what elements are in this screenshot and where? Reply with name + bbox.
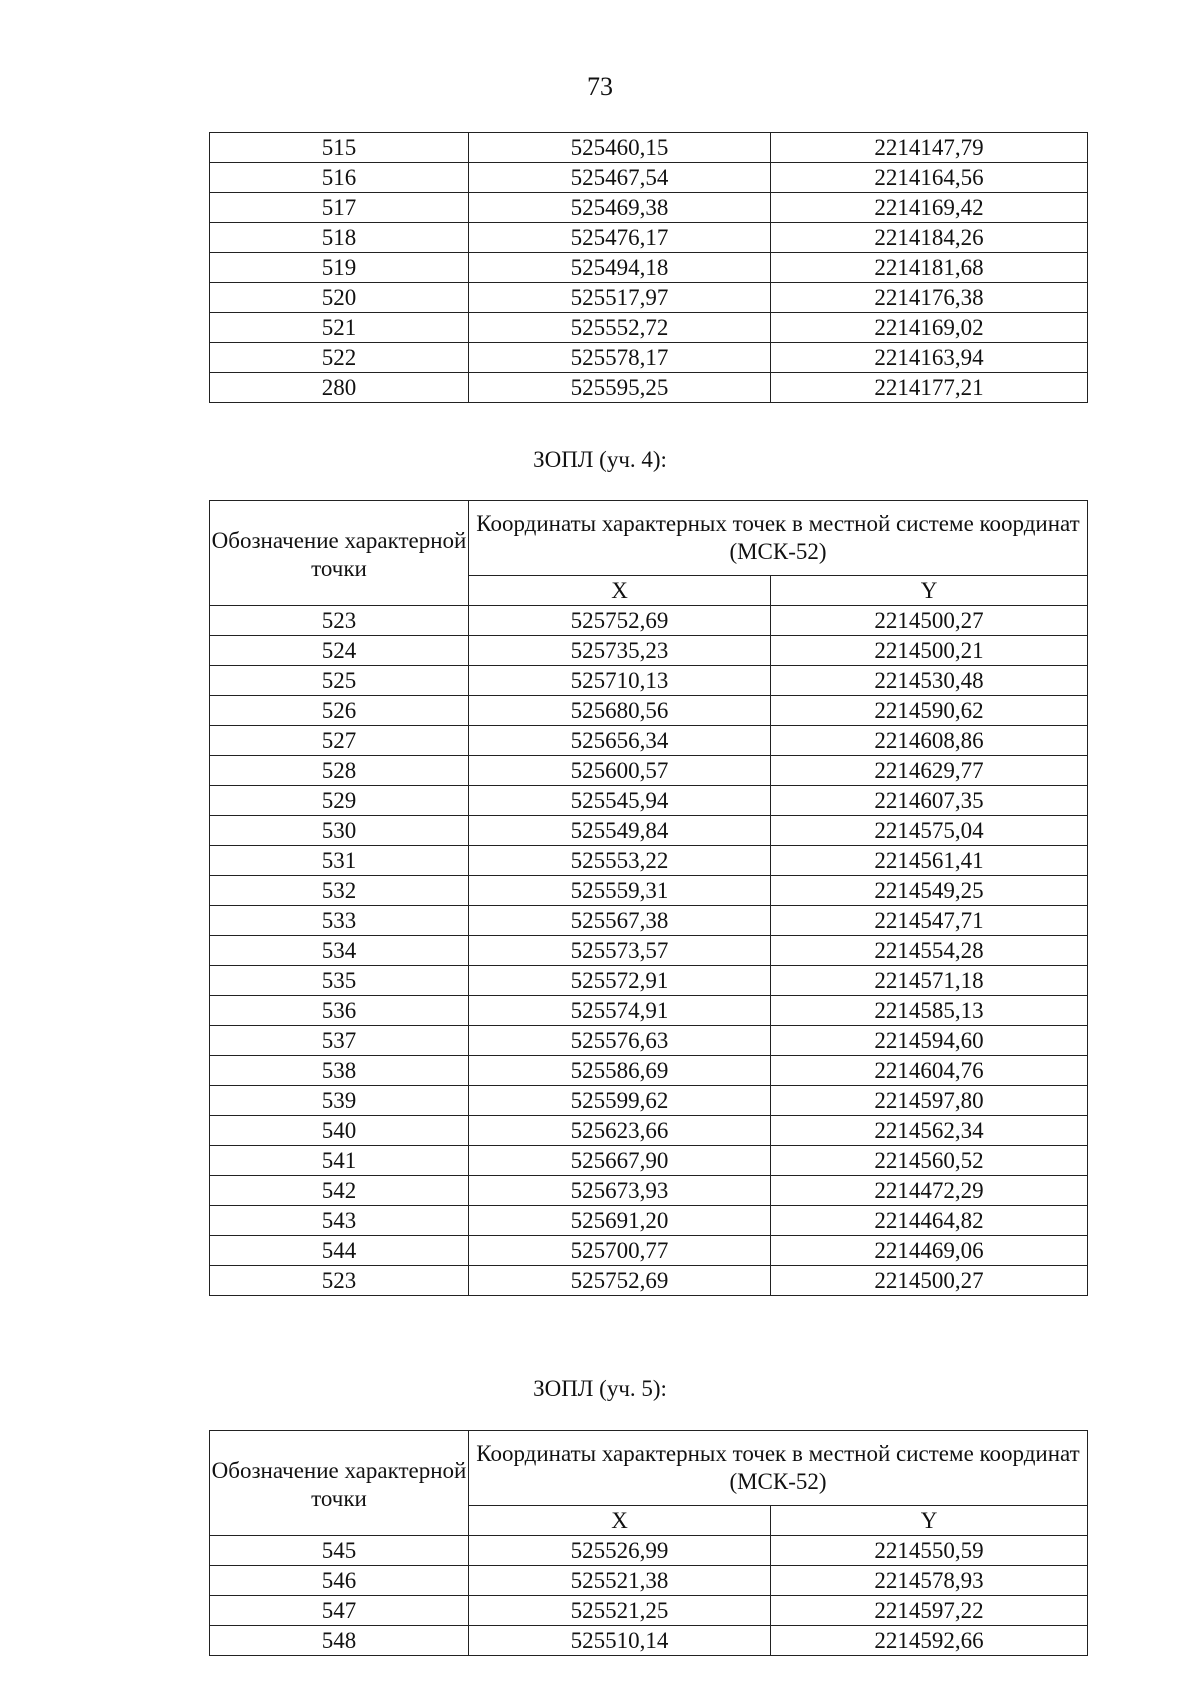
x-coordinate-cell: 525586,69 bbox=[469, 1056, 771, 1086]
y-coordinate-cell: 2214164,56 bbox=[771, 163, 1088, 193]
table-row bbox=[210, 1596, 1088, 1626]
table-row bbox=[210, 1116, 1088, 1146]
y-coordinate-cell: 2214597,22 bbox=[771, 1596, 1088, 1626]
x-coordinate-cell: 525599,62 bbox=[469, 1086, 771, 1116]
point-number-cell: 519 bbox=[210, 253, 469, 283]
table-row bbox=[210, 936, 1088, 966]
point-number-cell: 537 bbox=[210, 1026, 469, 1056]
y-coordinate-cell: 2214608,86 bbox=[771, 726, 1088, 756]
table-row bbox=[210, 343, 1088, 373]
x-coordinate-cell: 525476,17 bbox=[469, 223, 771, 253]
point-number-cell: 535 bbox=[210, 966, 469, 996]
point-number-cell: 523 bbox=[210, 606, 469, 636]
table-row bbox=[210, 726, 1088, 756]
point-number-cell: 280 bbox=[210, 373, 469, 403]
y-coordinate-cell: 2214547,71 bbox=[771, 906, 1088, 936]
x-coordinate-cell: 525680,56 bbox=[469, 696, 771, 726]
point-number-cell: 520 bbox=[210, 283, 469, 313]
header-point-designation: Обозначение характерной точки bbox=[210, 1431, 469, 1536]
y-coordinate-cell: 2214184,26 bbox=[771, 223, 1088, 253]
point-number-cell: 528 bbox=[210, 756, 469, 786]
table-row bbox=[210, 253, 1088, 283]
y-coordinate-cell: 2214554,28 bbox=[771, 936, 1088, 966]
x-coordinate-cell: 525526,99 bbox=[469, 1536, 771, 1566]
x-coordinate-cell: 525510,14 bbox=[469, 1626, 771, 1656]
point-number-cell: 525 bbox=[210, 666, 469, 696]
table-row bbox=[210, 1206, 1088, 1236]
table-row bbox=[210, 1536, 1088, 1566]
point-number-cell: 542 bbox=[210, 1176, 469, 1206]
x-coordinate-cell: 525667,90 bbox=[469, 1146, 771, 1176]
point-number-cell: 523 bbox=[210, 1266, 469, 1296]
table-body bbox=[210, 606, 1088, 1296]
y-coordinate-cell: 2214590,62 bbox=[771, 696, 1088, 726]
point-number-cell: 538 bbox=[210, 1056, 469, 1086]
y-coordinate-cell: 2214469,06 bbox=[771, 1236, 1088, 1266]
point-number-cell: 516 bbox=[210, 163, 469, 193]
x-coordinate-cell: 525700,77 bbox=[469, 1236, 771, 1266]
header-x: X bbox=[469, 576, 771, 606]
x-coordinate-cell: 525567,38 bbox=[469, 906, 771, 936]
point-number-cell: 522 bbox=[210, 343, 469, 373]
y-coordinate-cell: 2214169,02 bbox=[771, 313, 1088, 343]
x-coordinate-cell: 525600,57 bbox=[469, 756, 771, 786]
table-row bbox=[210, 1626, 1088, 1656]
point-number-cell: 534 bbox=[210, 936, 469, 966]
coordinates-table-plot-5 bbox=[209, 1430, 1088, 1656]
point-number-cell: 546 bbox=[210, 1566, 469, 1596]
table-row bbox=[210, 1176, 1088, 1206]
x-coordinate-cell: 525517,97 bbox=[469, 283, 771, 313]
table-row bbox=[210, 1236, 1088, 1266]
page-number: 73 bbox=[587, 72, 613, 101]
table-row bbox=[210, 696, 1088, 726]
x-coordinate-cell: 525521,25 bbox=[469, 1596, 771, 1626]
y-coordinate-cell: 2214500,27 bbox=[771, 606, 1088, 636]
x-coordinate-cell: 525549,84 bbox=[469, 816, 771, 846]
x-coordinate-cell: 525578,17 bbox=[469, 343, 771, 373]
y-coordinate-cell: 2214500,27 bbox=[771, 1266, 1088, 1296]
table-header bbox=[210, 501, 1088, 606]
point-number-cell: 540 bbox=[210, 1116, 469, 1146]
point-number-cell: 518 bbox=[210, 223, 469, 253]
x-coordinate-cell: 525576,63 bbox=[469, 1026, 771, 1056]
x-coordinate-cell: 525623,66 bbox=[469, 1116, 771, 1146]
point-number-cell: 548 bbox=[210, 1626, 469, 1656]
header-coordinates: Координаты характерных точек в местной системе координат (МСК-52) bbox=[469, 1431, 1088, 1506]
table-row bbox=[210, 133, 1088, 163]
x-coordinate-cell: 525494,18 bbox=[469, 253, 771, 283]
table-row bbox=[210, 283, 1088, 313]
y-coordinate-cell: 2214597,80 bbox=[771, 1086, 1088, 1116]
table-row bbox=[210, 1086, 1088, 1116]
table-row bbox=[210, 906, 1088, 936]
y-coordinate-cell: 2214607,35 bbox=[771, 786, 1088, 816]
point-number-cell: 526 bbox=[210, 696, 469, 726]
table-row bbox=[210, 163, 1088, 193]
coordinates-table-plot-4 bbox=[209, 500, 1088, 1296]
table-row bbox=[210, 666, 1088, 696]
y-coordinate-cell: 2214594,60 bbox=[771, 1026, 1088, 1056]
table-row bbox=[210, 606, 1088, 636]
point-number-cell: 547 bbox=[210, 1596, 469, 1626]
section-title-plot-5: ЗОПЛ (уч. 5): bbox=[533, 1376, 667, 1401]
header-coordinates: Координаты характерных точек в местной системе координат (МСК-52) bbox=[469, 501, 1088, 576]
point-number-cell: 529 bbox=[210, 786, 469, 816]
table-row bbox=[210, 1146, 1088, 1176]
y-coordinate-cell: 2214604,76 bbox=[771, 1056, 1088, 1086]
x-coordinate-cell: 525460,15 bbox=[469, 133, 771, 163]
point-number-cell: 515 bbox=[210, 133, 469, 163]
table-row bbox=[210, 193, 1088, 223]
point-number-cell: 533 bbox=[210, 906, 469, 936]
x-coordinate-cell: 525595,25 bbox=[469, 373, 771, 403]
table-row bbox=[210, 373, 1088, 403]
y-coordinate-cell: 2214585,13 bbox=[771, 996, 1088, 1026]
header-y: Y bbox=[771, 576, 1088, 606]
y-coordinate-cell: 2214592,66 bbox=[771, 1626, 1088, 1656]
point-number-cell: 517 bbox=[210, 193, 469, 223]
table-row bbox=[210, 1026, 1088, 1056]
x-coordinate-cell: 525572,91 bbox=[469, 966, 771, 996]
table-row bbox=[210, 636, 1088, 666]
header-row bbox=[210, 1431, 1088, 1506]
table-row bbox=[210, 996, 1088, 1026]
header-y: Y bbox=[771, 1506, 1088, 1536]
x-coordinate-cell: 525521,38 bbox=[469, 1566, 771, 1596]
y-coordinate-cell: 2214561,41 bbox=[771, 846, 1088, 876]
x-coordinate-cell: 525710,13 bbox=[469, 666, 771, 696]
x-coordinate-cell: 525573,57 bbox=[469, 936, 771, 966]
point-number-cell: 531 bbox=[210, 846, 469, 876]
table-row bbox=[210, 966, 1088, 996]
x-coordinate-cell: 525467,54 bbox=[469, 163, 771, 193]
header-row bbox=[210, 501, 1088, 576]
x-coordinate-cell: 525574,91 bbox=[469, 996, 771, 1026]
y-coordinate-cell: 2214169,42 bbox=[771, 193, 1088, 223]
point-number-cell: 541 bbox=[210, 1146, 469, 1176]
point-number-cell: 539 bbox=[210, 1086, 469, 1116]
header-point-designation: Обозначение характерной точки bbox=[210, 501, 469, 606]
x-coordinate-cell: 525752,69 bbox=[469, 606, 771, 636]
y-coordinate-cell: 2214181,68 bbox=[771, 253, 1088, 283]
x-coordinate-cell: 525469,38 bbox=[469, 193, 771, 223]
table-row bbox=[210, 816, 1088, 846]
x-coordinate-cell: 525691,20 bbox=[469, 1206, 771, 1236]
table-row bbox=[210, 756, 1088, 786]
y-coordinate-cell: 2214147,79 bbox=[771, 133, 1088, 163]
y-coordinate-cell: 2214163,94 bbox=[771, 343, 1088, 373]
coordinates-table-continued bbox=[209, 132, 1088, 403]
y-coordinate-cell: 2214571,18 bbox=[771, 966, 1088, 996]
y-coordinate-cell: 2214560,52 bbox=[771, 1146, 1088, 1176]
section-title-plot-4: ЗОПЛ (уч. 4): bbox=[533, 447, 667, 472]
y-coordinate-cell: 2214500,21 bbox=[771, 636, 1088, 666]
y-coordinate-cell: 2214578,93 bbox=[771, 1566, 1088, 1596]
x-coordinate-cell: 525735,23 bbox=[469, 636, 771, 666]
table-row bbox=[210, 223, 1088, 253]
x-coordinate-cell: 525559,31 bbox=[469, 876, 771, 906]
y-coordinate-cell: 2214176,38 bbox=[771, 283, 1088, 313]
table-header bbox=[210, 1431, 1088, 1536]
y-coordinate-cell: 2214549,25 bbox=[771, 876, 1088, 906]
x-coordinate-cell: 525656,34 bbox=[469, 726, 771, 756]
table-row bbox=[210, 786, 1088, 816]
point-number-cell: 545 bbox=[210, 1536, 469, 1566]
point-number-cell: 521 bbox=[210, 313, 469, 343]
table-row bbox=[210, 846, 1088, 876]
point-number-cell: 536 bbox=[210, 996, 469, 1026]
y-coordinate-cell: 2214472,29 bbox=[771, 1176, 1088, 1206]
y-coordinate-cell: 2214464,82 bbox=[771, 1206, 1088, 1236]
y-coordinate-cell: 2214575,04 bbox=[771, 816, 1088, 846]
point-number-cell: 527 bbox=[210, 726, 469, 756]
point-number-cell: 544 bbox=[210, 1236, 469, 1266]
x-coordinate-cell: 525752,69 bbox=[469, 1266, 771, 1296]
table-row bbox=[210, 1566, 1088, 1596]
y-coordinate-cell: 2214562,34 bbox=[771, 1116, 1088, 1146]
header-x: X bbox=[469, 1506, 771, 1536]
table-row bbox=[210, 313, 1088, 343]
point-number-cell: 532 bbox=[210, 876, 469, 906]
x-coordinate-cell: 525545,94 bbox=[469, 786, 771, 816]
point-number-cell: 530 bbox=[210, 816, 469, 846]
y-coordinate-cell: 2214550,59 bbox=[771, 1536, 1088, 1566]
x-coordinate-cell: 525673,93 bbox=[469, 1176, 771, 1206]
y-coordinate-cell: 2214530,48 bbox=[771, 666, 1088, 696]
point-number-cell: 524 bbox=[210, 636, 469, 666]
y-coordinate-cell: 2214629,77 bbox=[771, 756, 1088, 786]
x-coordinate-cell: 525553,22 bbox=[469, 846, 771, 876]
table-body bbox=[210, 1536, 1088, 1656]
x-coordinate-cell: 525552,72 bbox=[469, 313, 771, 343]
table-row bbox=[210, 876, 1088, 906]
table-row bbox=[210, 1056, 1088, 1086]
table-row bbox=[210, 1266, 1088, 1296]
y-coordinate-cell: 2214177,21 bbox=[771, 373, 1088, 403]
point-number-cell: 543 bbox=[210, 1206, 469, 1236]
table-body bbox=[210, 133, 1088, 403]
